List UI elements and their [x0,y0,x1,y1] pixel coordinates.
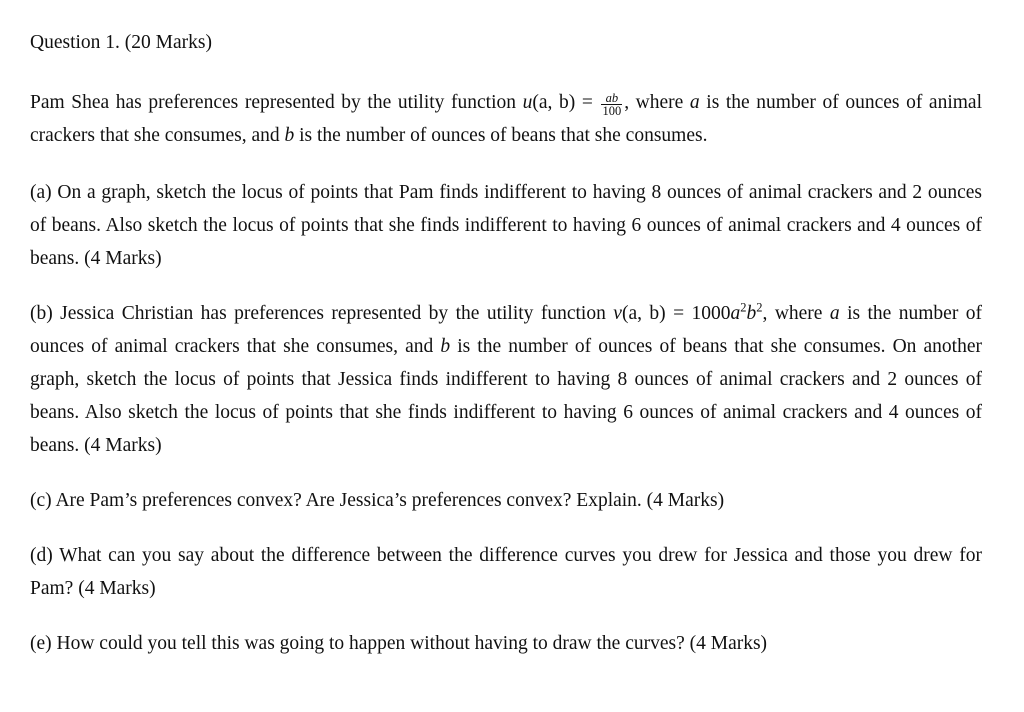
part-c-paragraph: (c) Are Pam’s preferences convex? Are Jessica’s preferences convex? Explain. (4 Marks) [30,490,725,511]
variable-a: a [689,92,700,113]
exponent-a: 2 [740,300,747,315]
pam-utility-equals: = [575,92,600,113]
jessica-utility-function-name: v [613,303,622,324]
part-b-text-1: (b) Jessica Christian has preferences represented by the utility function [30,303,614,324]
part-b-variable-a: a [829,303,840,324]
part-e-paragraph: (e) How could you tell this was going to happen without having to draw the curves? (4 Marks) [30,633,768,654]
fraction-denominator: 100 [602,103,622,118]
part-b-paragraph [30,297,982,462]
question-title: Question 1. (20 Marks) [30,32,212,53]
jessica-utility-function-args: (a, b) [621,303,666,324]
intro-text-1: Pam Shea has preferences represented by the utility function [30,92,523,113]
variable-b: b [284,125,295,146]
part-b-variable-b: b [440,336,451,357]
intro-text-3: is the number of ounces of animal crackers that she consumes, and [30,92,982,146]
intro-text-4: is the number of ounces of beans that she consumes. [294,125,708,146]
jessica-var-b: b [746,303,757,324]
exponent-b: 2 [756,300,763,315]
fraction-numerator: ab [601,92,622,105]
pam-utility-fraction [601,92,622,117]
jessica-var-a: a [730,303,741,324]
intro-paragraph [30,86,982,152]
part-a-paragraph: (a) On a graph, sketch the locus of points that Pam finds indifferent to having 8 ounces of animal crackers and 2 ounces of beans. Also sketch the locus of points that she finds indifferent to having 6 ounces of animal crackers and 4 ounces of beans. (4 Marks) [30,182,982,269]
part-d-paragraph: (d) What can you say about the difference between the difference curves you drew for Jessica and those you drew for Pam? (4 Marks) [30,545,982,599]
jessica-utility-equals: = 1000 [665,303,731,324]
pam-utility-function-name: u [522,92,533,113]
part-b-text-3: is the number of ounces of animal crackers that she consumes, and [30,303,983,357]
part-b-text-4: is the number of ounces of beans that she consumes. On another graph, sketch the locus of points that Jessica finds indifferent to having 8 ounces of animal crackers and 2 ounces of beans. Also sketch the locus of points that she finds indifferent to having 6 ounces of animal crackers and 4 ounces of beans. (4 Marks) [30,336,982,456]
pam-utility-function-args: (a, b) [532,92,576,113]
intro-text-2: , where [624,92,690,113]
part-b-text-2: , where [762,303,830,324]
